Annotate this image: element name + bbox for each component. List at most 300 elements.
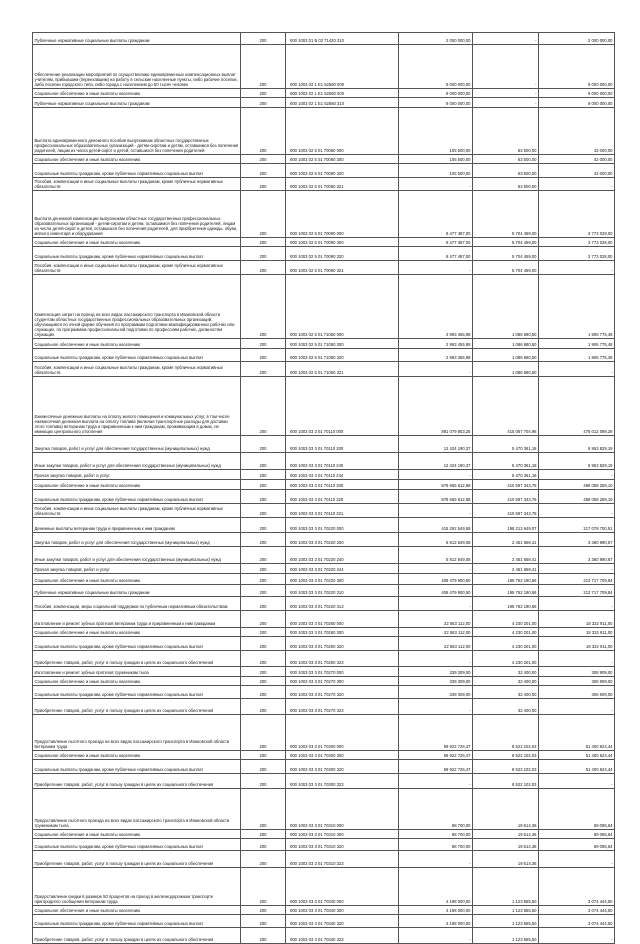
cell-unexecuted: 1 906 775,48 <box>539 349 615 362</box>
cell-code: 200 <box>241 470 286 480</box>
cell-kbk: 000 1003 03 3 01 70310 000 <box>286 789 399 830</box>
cell-name: Компенсация затрат на проезд на всех видах пассажирского транспорта в Ивановской области студентам областных государственных профессиональных образовательных организаций, обучающимся по очной форме обучения по программам подготовки квалифицированных рабочих или служащих, по программам профессиональной подготовки по профессиям рабочих, должностям служащих <box>33 275 241 339</box>
cell-approved: - <box>399 699 473 715</box>
cell-kbk: 000 1003 03 3 01 70270 300 <box>286 677 399 686</box>
table-row <box>33 480 615 490</box>
cell-kbk: 000 1003 03 3 01 70220 310 <box>286 585 399 597</box>
cell-kbk: 000 1003 03 3 01 70300 320 <box>286 760 399 774</box>
cell-approved: - <box>399 564 473 574</box>
cell-code: 200 <box>241 377 286 436</box>
cell-name: Изготовление и ремонт зубных протезов труженикам тыла <box>33 667 241 677</box>
cell-kbk: 000 1003 02 1 E1 52560 310 <box>286 98 399 108</box>
cell-executed: 415 067 704,96 <box>473 377 539 436</box>
cell-code: 200 <box>241 637 286 651</box>
cell-unexecuted: 217 078 700,51 <box>539 518 615 533</box>
table-row <box>33 585 615 597</box>
cell-name: Социальные выплаты гражданам, кроме публичных нормативных социальных выплат <box>33 349 241 362</box>
cell-executed: 2 451 658,41 <box>473 533 539 547</box>
cell-name: Социальное обеспечение и иные выплаты населению <box>33 574 241 585</box>
cell-code: 200 <box>241 155 286 164</box>
cell-unexecuted: 468 058 269,10 <box>539 490 615 504</box>
cell-name: Выплата единовременного денежного пособия выпускникам областных государственных профессиональных образовательных организаций - детям-сиротам и детям, оставшимся без попечения родителей, лицам из числа детей-сирот и детей, оставшихся без попечения родителей <box>33 108 241 155</box>
cell-approved: - <box>399 504 473 518</box>
cell-approved: 88 700,00 <box>399 789 473 830</box>
cell-unexecuted: - <box>539 651 615 667</box>
cell-name: Социальные выплаты гражданам, кроме публичных нормативных социальных выплат <box>33 839 241 851</box>
table-row <box>33 677 615 686</box>
cell-kbk: 000 1003 03 3 01 70220 000 <box>286 518 399 533</box>
cell-code: 200 <box>241 33 286 45</box>
cell-approved: 9 000 000,00 <box>399 89 473 98</box>
cell-name: Предоставление льготного проезда на всех видах пассажирского транспорта в Ивановской области труженикам тыла <box>33 789 241 830</box>
cell-executed: 1 123 555,50 <box>473 915 539 928</box>
table-row <box>33 789 615 830</box>
table-row <box>33 349 615 362</box>
cell-code: 200 <box>241 480 286 490</box>
cell-name: Денежные выплаты ветеранам труда и приравненным к ним гражданам <box>33 518 241 533</box>
cell-code: 200 <box>241 547 286 564</box>
cell-executed: 32 400,00 <box>473 667 539 677</box>
cell-name: Пособия, компенсации, меры социальной поддержки по публичным нормативным обязательствам <box>33 597 241 611</box>
cell-code: 200 <box>241 574 286 585</box>
table-row <box>33 915 615 928</box>
table-row <box>33 191 615 238</box>
table-row <box>33 651 615 667</box>
cell-name: Приобретение товаров, работ, услуг в пользу граждан в целях их социального обеспечения <box>33 774 241 789</box>
cell-name: Публичные нормативные социальные выплаты гражданам <box>33 98 241 108</box>
cell-name: Социальное обеспечение и иные выплаты населению <box>33 677 241 686</box>
cell-kbk: 000 1003 02 5 01 70090 321 <box>286 261 399 275</box>
cell-kbk: 000 1003 03 3 01 70260 323 <box>286 651 399 667</box>
cell-approved: - <box>399 651 473 667</box>
cell-unexecuted: - <box>539 564 615 574</box>
cell-name: Социальные выплаты гражданам, кроме публичных нормативных социальных выплат <box>33 247 241 261</box>
cell-kbk: 000 1003 02 5 01 71050 300 <box>286 339 399 349</box>
cell-unexecuted: 2 000 000,00 <box>539 33 615 45</box>
cell-approved: 891 079 803,25 <box>399 377 473 436</box>
cell-name: Приобретение товаров, работ, услуг в пользу граждан в целях их социального обеспечения <box>33 928 241 944</box>
cell-approved: - <box>399 362 473 377</box>
budget-execution-table <box>32 32 615 944</box>
cell-executed: 410 597 343,78 <box>473 480 539 490</box>
table-row <box>33 164 615 178</box>
cell-executed: 4 230 201,00 <box>473 628 539 637</box>
cell-name: Социальные выплаты гражданам, кроме публичных нормативных социальных выплат <box>33 490 241 504</box>
cell-approved: 2 000 000,00 <box>399 33 473 45</box>
cell-unexecuted: 3 074 444,50 <box>539 868 615 906</box>
cell-kbk: 000 1003 03 3 01 70260 000 <box>286 611 399 628</box>
cell-kbk: 000 1003 02 5 01 70090 300 <box>286 238 399 247</box>
cell-unexecuted: 6 953 829,19 <box>539 453 615 470</box>
table-row <box>33 628 615 637</box>
cell-code: 200 <box>241 699 286 715</box>
cell-approved: 22 563 112,00 <box>399 611 473 628</box>
cell-kbk: 000 1003 03 3 01 70110 200 <box>286 436 399 453</box>
cell-kbk: 000 1003 03 3 01 70340 323 <box>286 928 399 944</box>
cell-executed: 4 230 201,00 <box>473 611 539 628</box>
table-row <box>33 33 615 45</box>
cell-kbk: 000 1003 02 5 01 71050 000 <box>286 275 399 339</box>
table-row <box>33 453 615 470</box>
cell-name: Социальное обеспечение и иные выплаты населению <box>33 238 241 247</box>
table-row <box>33 547 615 564</box>
cell-code: 200 <box>241 585 286 597</box>
table-row <box>33 667 615 677</box>
cell-name: Социальные выплаты гражданам, кроме публичных нормативных социальных выплат <box>33 915 241 928</box>
cell-kbk: 000 1003 03 3 01 70220 300 <box>286 574 399 585</box>
cell-unexecuted: 6 953 829,19 <box>539 436 615 453</box>
cell-name: Социальные выплаты гражданам, кроме публичных нормативных социальных выплат <box>33 164 241 178</box>
cell-approved: 105 500,00 <box>399 108 473 155</box>
cell-approved: 9 477 487,00 <box>399 238 473 247</box>
cell-approved: 4 198 000,00 <box>399 915 473 928</box>
cell-name: Социальное обеспечение и иные выплаты населению <box>33 628 241 637</box>
cell-approved: 59 922 726,47 <box>399 760 473 774</box>
cell-executed: 1 123 555,50 <box>473 906 539 915</box>
cell-executed: 8 522 102,03 <box>473 715 539 751</box>
cell-unexecuted: 51 400 624,44 <box>539 751 615 760</box>
cell-name: Прочая закупка товаров, работ и услуг <box>33 470 241 480</box>
cell-executed: 8 522 102,03 <box>473 774 539 789</box>
cell-code: 200 <box>241 751 286 760</box>
cell-unexecuted: 3 773 028,00 <box>539 238 615 247</box>
table-row <box>33 89 615 98</box>
cell-approved: - <box>399 597 473 611</box>
cell-executed: 410 597 343,78 <box>473 504 539 518</box>
table-row <box>33 564 615 574</box>
cell-name: Социальные выплаты гражданам, кроме публичных нормативных социальных выплат <box>33 760 241 774</box>
cell-name: Публичные нормативные социальные выплаты гражданам <box>33 585 241 597</box>
cell-code: 200 <box>241 564 286 574</box>
cell-unexecuted: 213 717 709,84 <box>539 585 615 597</box>
cell-unexecuted: 69 085,64 <box>539 839 615 851</box>
cell-unexecuted: 3 074 444,50 <box>539 906 615 915</box>
cell-kbk: 000 1003 02 1 E1 52560 000 <box>286 45 399 89</box>
cell-kbk: 000 1003 03 3 01 70110 244 <box>286 470 399 480</box>
cell-kbk: 000 1003 03 3 01 70340 320 <box>286 915 399 928</box>
cell-kbk: 000 1003 03 3 01 70220 240 <box>286 547 399 564</box>
cell-name: Социальное обеспечение и иные выплаты населению <box>33 89 241 98</box>
cell-unexecuted: - <box>539 597 615 611</box>
table-row <box>33 377 615 436</box>
cell-approved: - <box>399 774 473 789</box>
table-row <box>33 470 615 480</box>
table-row <box>33 490 615 504</box>
table-row <box>33 611 615 628</box>
cell-executed: 63 500,00 <box>473 108 539 155</box>
cell-approved: - <box>399 470 473 480</box>
cell-approved: 12 424 190,37 <box>399 436 473 453</box>
cell-name: Социальные выплаты гражданам, кроме публичных нормативных социальных выплат <box>33 686 241 699</box>
cell-executed: 195 762 190,66 <box>473 597 539 611</box>
cell-name: Публичные нормативные социальные выплаты гражданам <box>33 33 241 45</box>
cell-name: Социальное обеспечение и иные выплаты населению <box>33 830 241 839</box>
cell-approved: 4 198 000,00 <box>399 906 473 915</box>
cell-executed: 1 123 555,50 <box>473 928 539 944</box>
cell-approved: 415 292 549,58 <box>399 518 473 533</box>
cell-code: 200 <box>241 686 286 699</box>
cell-approved: 339 309,00 <box>399 667 473 677</box>
cell-code: 200 <box>241 261 286 275</box>
cell-kbk: 000 1003 03 3 01 70110 321 <box>286 504 399 518</box>
cell-executed: 19 614,36 <box>473 851 539 868</box>
table-row <box>33 868 615 906</box>
cell-executed: 63 500,00 <box>473 155 539 164</box>
cell-executed: 2 451 658,41 <box>473 564 539 574</box>
cell-executed: 4 230 201,00 <box>473 637 539 651</box>
cell-code: 200 <box>241 915 286 928</box>
cell-code: 200 <box>241 906 286 915</box>
cell-code: 200 <box>241 238 286 247</box>
cell-executed: - <box>473 98 539 108</box>
cell-executed: 8 522 102,03 <box>473 760 539 774</box>
cell-kbk: 000 1003 03 3 01 70260 300 <box>286 628 399 637</box>
cell-code: 200 <box>241 453 286 470</box>
cell-code: 200 <box>241 789 286 830</box>
cell-kbk: 000 1003 03 3 01 70310 300 <box>286 830 399 839</box>
cell-kbk: 000 1003 02 5 01 70090 000 <box>286 191 399 238</box>
cell-unexecuted: 1 906 775,48 <box>539 275 615 339</box>
cell-code: 200 <box>241 275 286 339</box>
cell-kbk: 000 1003 02 1 E1 52560 300 <box>286 89 399 98</box>
cell-executed: - <box>473 45 539 89</box>
table-row <box>33 928 615 944</box>
cell-executed: 8 522 102,03 <box>473 751 539 760</box>
cell-unexecuted: 468 058 269,10 <box>539 480 615 490</box>
cell-unexecuted: - <box>539 261 615 275</box>
cell-name: Социальное обеспечение и иные выплаты населению <box>33 339 241 349</box>
cell-kbk: 000 1003 03 3 01 70110 320 <box>286 490 399 504</box>
cell-executed: 5 470 361,18 <box>473 470 539 480</box>
cell-kbk: 000 1003 02 5 01 70090 320 <box>286 247 399 261</box>
table-row <box>33 751 615 760</box>
cell-executed: 410 597 343,78 <box>473 490 539 504</box>
cell-unexecuted: 42 000,00 <box>539 108 615 155</box>
table-row <box>33 238 615 247</box>
cell-name: Предоставление льготного проезда на всех видах пассажирского транспорта в Ивановской области ветеранам труда <box>33 715 241 751</box>
cell-name: Пособия, компенсации и иные социальные выплаты гражданам, кроме публичных нормативных обязательств <box>33 362 241 377</box>
cell-approved: - <box>399 261 473 275</box>
cell-kbk: 000 1003 03 3 01 70220 313 <box>286 597 399 611</box>
cell-name: Иные закупки товаров, работ и услуг для обеспечения государственных (муниципальных) нужд <box>33 453 241 470</box>
cell-unexecuted: 42 000,00 <box>539 155 615 164</box>
table-row <box>33 699 615 715</box>
cell-code: 200 <box>241 774 286 789</box>
cell-executed: 5 470 361,18 <box>473 436 539 453</box>
cell-unexecuted: 51 400 624,44 <box>539 715 615 751</box>
cell-unexecuted: 213 717 709,84 <box>539 574 615 585</box>
cell-name: Приобретение товаров, работ, услуг в пользу граждан в целях их социального обеспечения <box>33 699 241 715</box>
cell-executed: 32 400,00 <box>473 677 539 686</box>
table-row <box>33 839 615 851</box>
cell-name: Социальное обеспечение и иные выплаты населению <box>33 155 241 164</box>
cell-code: 200 <box>241 677 286 686</box>
cell-name: Предоставление скидки в размере 50 процентов на проезд в железнодорожном транспорте пригородного сообщения ветеранам труда <box>33 868 241 906</box>
cell-executed: 1 123 555,50 <box>473 868 539 906</box>
cell-approved: 59 922 726,47 <box>399 751 473 760</box>
cell-kbk: 000 1003 02 5 01 70080 321 <box>286 178 399 191</box>
cell-kbk: 000 1003 03 3 01 70220 244 <box>286 564 399 574</box>
cell-kbk: 000 1003 01 Б 02 71420 310 <box>286 33 399 45</box>
cell-executed: 63 500,00 <box>473 164 539 178</box>
table-row <box>33 247 615 261</box>
cell-unexecuted: 18 332 911,00 <box>539 628 615 637</box>
cell-code: 200 <box>241 868 286 906</box>
cell-unexecuted: 9 000 000,00 <box>539 45 615 89</box>
cell-code: 200 <box>241 928 286 944</box>
cell-approved: 2 993 455,98 <box>399 339 473 349</box>
table-row <box>33 518 615 533</box>
cell-executed: 19 614,36 <box>473 839 539 851</box>
cell-executed: - <box>473 89 539 98</box>
cell-executed: 5 470 361,18 <box>473 453 539 470</box>
table-row <box>33 637 615 651</box>
cell-executed: 2 451 658,41 <box>473 547 539 564</box>
cell-executed: 5 704 459,00 <box>473 191 539 238</box>
cell-unexecuted: - <box>539 362 615 377</box>
cell-kbk: 000 1003 03 3 01 70310 323 <box>286 851 399 868</box>
table-row <box>33 574 615 585</box>
cell-code: 200 <box>241 247 286 261</box>
cell-unexecuted: 3 773 028,00 <box>539 247 615 261</box>
cell-kbk: 000 1003 03 3 01 70300 323 <box>286 774 399 789</box>
cell-name: Социальные выплаты гражданам, кроме публичных нормативных социальных выплат <box>33 637 241 651</box>
cell-approved: 22 563 112,00 <box>399 637 473 651</box>
cell-code: 200 <box>241 839 286 851</box>
cell-name: Социальное обеспечение и иные выплаты населению <box>33 480 241 490</box>
table-row <box>33 108 615 155</box>
cell-unexecuted: - <box>539 928 615 944</box>
cell-kbk: 000 1003 03 3 01 70110 000 <box>286 377 399 436</box>
cell-name: Закупка товаров, работ и услуг для обеспечения государственных (муниципальных) нужд <box>33 533 241 547</box>
cell-kbk: 000 1003 03 3 01 70340 300 <box>286 906 399 915</box>
cell-approved: - <box>399 928 473 944</box>
cell-kbk: 000 1003 02 5 01 70080 300 <box>286 155 399 164</box>
cell-approved: 12 424 190,37 <box>399 453 473 470</box>
table-row <box>33 45 615 89</box>
cell-approved: 105 500,00 <box>399 164 473 178</box>
cell-code: 200 <box>241 760 286 774</box>
cell-approved: 59 922 726,47 <box>399 715 473 751</box>
cell-executed: 5 704 459,00 <box>473 238 539 247</box>
cell-approved: 339 309,00 <box>399 677 473 686</box>
cell-kbk: 000 1003 03 3 01 70260 320 <box>286 637 399 651</box>
cell-executed: 19 614,36 <box>473 830 539 839</box>
cell-name: Социальное обеспечение и иные выплаты населению <box>33 751 241 760</box>
cell-executed: 5 704 459,00 <box>473 247 539 261</box>
cell-approved: 105 500,00 <box>399 155 473 164</box>
cell-approved: 88 700,00 <box>399 839 473 851</box>
cell-approved: 9 477 487,00 <box>399 191 473 238</box>
cell-kbk: 000 1003 03 3 01 70300 000 <box>286 715 399 751</box>
cell-approved: 9 477 487,00 <box>399 247 473 261</box>
cell-code: 200 <box>241 490 286 504</box>
cell-unexecuted: 306 909,00 <box>539 677 615 686</box>
cell-executed: 32 400,00 <box>473 686 539 699</box>
cell-unexecuted: 51 400 624,44 <box>539 760 615 774</box>
cell-kbk: 000 1003 02 5 01 71050 321 <box>286 362 399 377</box>
table-row <box>33 686 615 699</box>
cell-kbk: 000 1003 03 3 01 70270 000 <box>286 667 399 677</box>
cell-approved: 22 563 112,00 <box>399 628 473 637</box>
cell-unexecuted: - <box>539 774 615 789</box>
cell-approved: 339 309,00 <box>399 686 473 699</box>
cell-approved: 9 000 000,00 <box>399 98 473 108</box>
cell-name: Социальное обеспечение и иные выплаты населению <box>33 906 241 915</box>
cell-name: Обеспечение реализации мероприятий по осуществлению единовременных компенсационных выплат учителям, прибывшим (переехавшим) на работу в сельские населенные пункты, либо рабочие поселки, либо поселки городского типа, либо города с населением до 50 тысяч человек <box>33 45 241 89</box>
cell-name: Пособия, компенсации и иные социальные выплаты гражданам, кроме публичных нормативных обязательств <box>33 178 241 191</box>
table-row <box>33 830 615 839</box>
cell-name: Приобретение товаров, работ, услуг в пользу граждан в целях их социального обеспечения <box>33 851 241 868</box>
cell-approved: 5 812 649,08 <box>399 547 473 564</box>
cell-code: 200 <box>241 349 286 362</box>
cell-code: 200 <box>241 191 286 238</box>
cell-approved: 2 993 455,98 <box>399 349 473 362</box>
table-row <box>33 504 615 518</box>
table-row <box>33 155 615 164</box>
cell-code: 200 <box>241 597 286 611</box>
table-row <box>33 178 615 191</box>
cell-unexecuted: 306 909,00 <box>539 667 615 677</box>
table-row <box>33 533 615 547</box>
cell-executed: 5 704 459,00 <box>473 261 539 275</box>
cell-code: 200 <box>241 533 286 547</box>
cell-unexecuted: 9 000 000,00 <box>539 89 615 98</box>
cell-approved: - <box>399 851 473 868</box>
cell-name: Выплата денежной компенсации выпускникам областных государственных профессиональных образовательных организаций - детям-сиротам и детям, оставшимся без попечения родителей, лицам из числа детей-сирот и детей, оставшихся без попечения родителей, для приобретения одежды, обуви, мягкого инвентаря и оборудования <box>33 191 241 238</box>
cell-code: 200 <box>241 851 286 868</box>
cell-executed: 1 086 680,50 <box>473 275 539 339</box>
cell-unexecuted: - <box>539 178 615 191</box>
table-row <box>33 774 615 789</box>
table-row <box>33 851 615 868</box>
cell-approved: 409 479 900,50 <box>399 574 473 585</box>
cell-executed: 1 086 680,50 <box>473 339 539 349</box>
cell-code: 200 <box>241 89 286 98</box>
cell-name: Ежемесячные денежные выплаты на оплату жилого помещения и коммунальных услуг, в том числе ежемесячная денежная выплата на оплату топлива (включая транспортные расходы для доставки этого топлива) ветеранам труда и приравненным к ним гражданам, проживающим в домах, не имеющих центрального отопления <box>33 377 241 436</box>
cell-code: 200 <box>241 611 286 628</box>
cell-kbk: 000 1003 03 3 01 70220 200 <box>286 533 399 547</box>
cell-kbk: 000 1003 03 3 01 70300 300 <box>286 751 399 760</box>
cell-name: Приобретение товаров, работ, услуг в пользу граждан в целях их социального обеспечения <box>33 651 241 667</box>
table-row <box>33 339 615 349</box>
cell-name: Изготовление и ремонт зубных протезов ветеранам труда и приравненным к ним гражданам <box>33 611 241 628</box>
cell-unexecuted: 3 360 990,67 <box>539 533 615 547</box>
cell-code: 200 <box>241 628 286 637</box>
cell-executed: 1 086 680,50 <box>473 349 539 362</box>
cell-code: 200 <box>241 98 286 108</box>
cell-approved: 878 655 612,88 <box>399 480 473 490</box>
cell-executed: 63 500,00 <box>473 178 539 191</box>
cell-unexecuted: 42 000,00 <box>539 164 615 178</box>
cell-unexecuted: - <box>539 470 615 480</box>
cell-name: Пособия, компенсации и иные социальные выплаты гражданам, кроме публичных нормативных обязательств <box>33 504 241 518</box>
cell-name: Закупка товаров, работ и услуг для обеспечения государственных (муниципальных) нужд <box>33 436 241 453</box>
report-sheet <box>32 32 614 944</box>
cell-approved: 88 700,00 <box>399 830 473 839</box>
cell-code: 200 <box>241 164 286 178</box>
cell-unexecuted: 476 012 098,29 <box>539 377 615 436</box>
table-row <box>33 436 615 453</box>
cell-name: Прочая закупка товаров, работ и услуг <box>33 564 241 574</box>
cell-kbk: 000 1003 03 3 01 70270 320 <box>286 686 399 699</box>
cell-unexecuted: 69 085,64 <box>539 830 615 839</box>
cell-code: 200 <box>241 362 286 377</box>
cell-unexecuted: 3 773 028,00 <box>539 191 615 238</box>
cell-code: 200 <box>241 339 286 349</box>
cell-executed: - <box>473 33 539 45</box>
cell-executed: 4 230 201,00 <box>473 651 539 667</box>
